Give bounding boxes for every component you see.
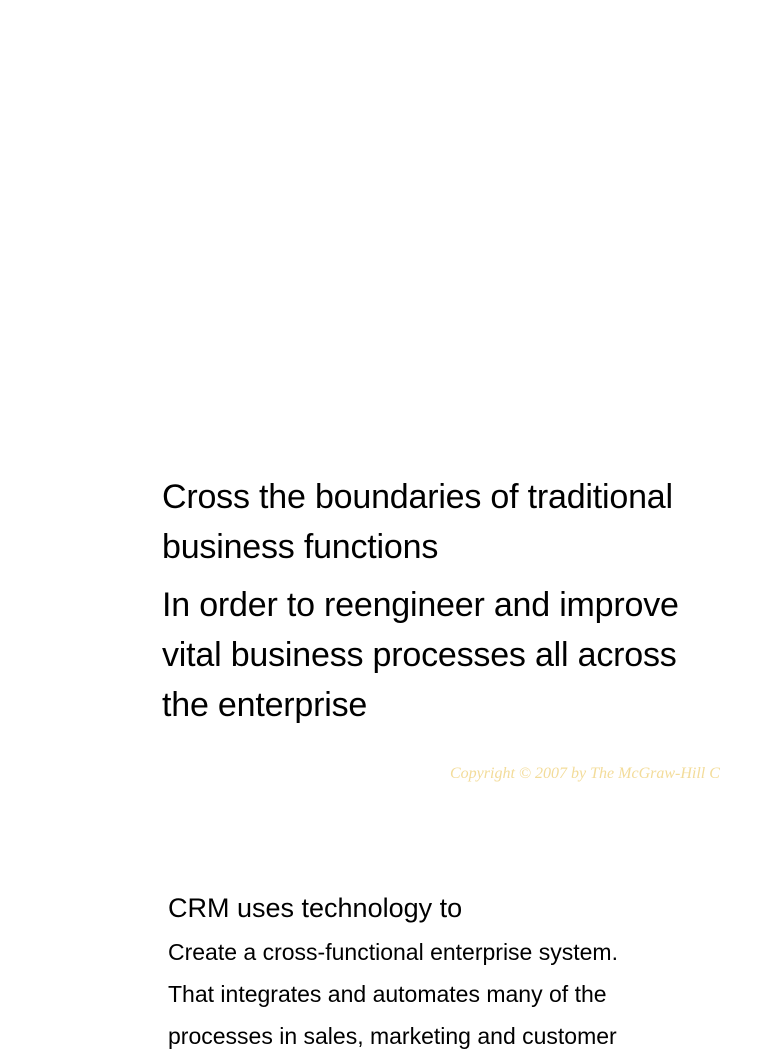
slide-paragraph-1: Cross the boundaries of traditional business functions [162,478,673,566]
copyright-notice: Copyright © 2007 by The McGraw-Hill C [450,765,720,782]
crm-line-1: Create a cross-functional enterprise system. [168,939,618,965]
crm-line-2: That integrates and automates many of the [168,981,607,1007]
slide-body [162,472,722,730]
crm-line-3: processes in sales, marketing and customer [168,1023,617,1049]
crm-section [168,888,658,1058]
crm-heading: CRM uses technology to [168,893,463,923]
slide-paragraph-2: In order to reengineer and improve vital business processes all across the enterprise [162,586,679,724]
